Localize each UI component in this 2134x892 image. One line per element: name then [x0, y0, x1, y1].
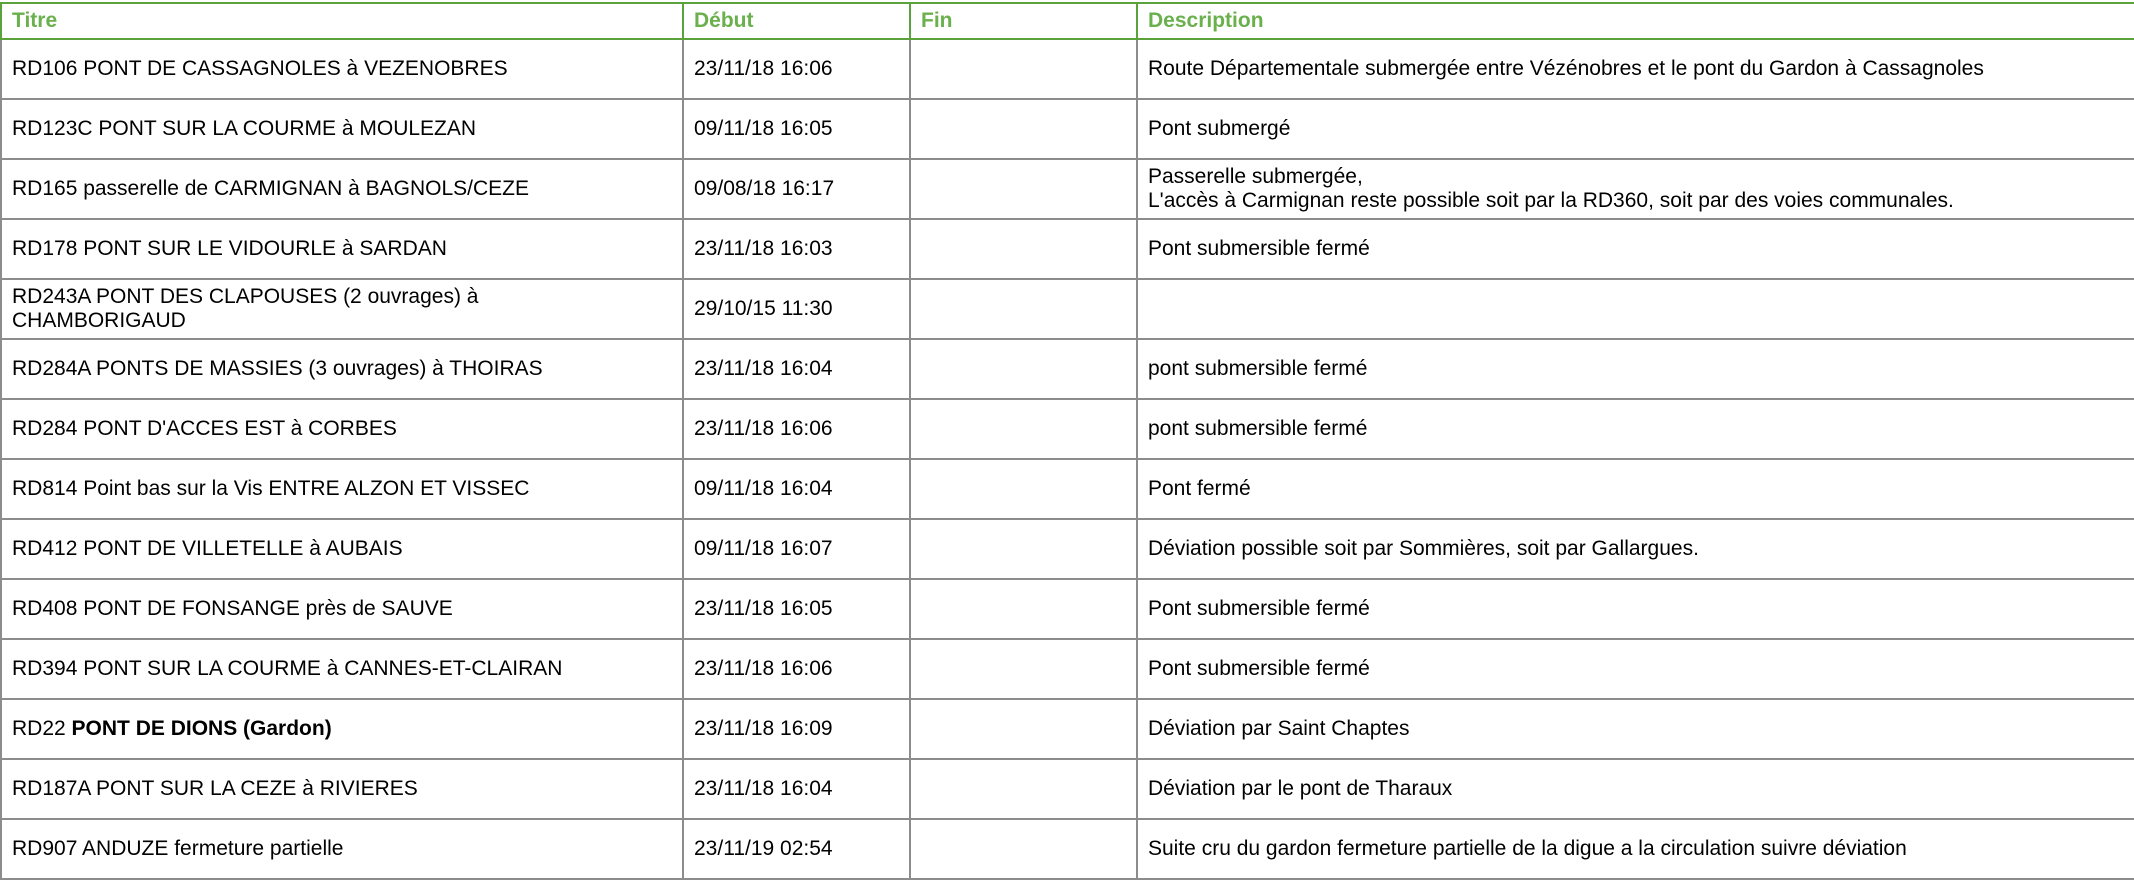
cell-fin: [910, 519, 1137, 579]
cell-titre-prefix: RD22: [12, 716, 72, 740]
cell-titre-bold: PONT DE DIONS (Gardon): [71, 716, 332, 740]
table-row: [1, 339, 2134, 399]
header-titre: Titre: [1, 3, 683, 39]
cell-titre: RD243A PONT DES CLAPOUSES (2 ouvrages) à CHAMBORIGAUD: [1, 279, 683, 339]
header-description: Description: [1137, 3, 2134, 39]
cell-fin: [910, 219, 1137, 279]
table-body: [1, 39, 2134, 879]
cell-titre: RD284A PONTS DE MASSIES (3 ouvrages) à THOIRAS: [1, 339, 683, 399]
cell-description: Déviation par le pont de Tharaux: [1137, 759, 2134, 819]
cell-description: [1137, 279, 2134, 339]
table-row: [1, 159, 2134, 219]
cell-description: Déviation par Saint Chaptes: [1137, 699, 2134, 759]
cell-titre: RD907 ANDUZE fermeture partielle: [1, 819, 683, 879]
cell-description: Pont submergé: [1137, 99, 2134, 159]
table-row: [1, 99, 2134, 159]
cell-debut: 23/11/18 16:04: [683, 759, 910, 819]
cell-description: pont submersible fermé: [1137, 399, 2134, 459]
cell-titre: RD408 PONT DE FONSANGE près de SAUVE: [1, 579, 683, 639]
cell-fin: [910, 699, 1137, 759]
cell-fin: [910, 759, 1137, 819]
table-row: [1, 759, 2134, 819]
cell-description: Pont fermé: [1137, 459, 2134, 519]
cell-titre: RD106 PONT DE CASSAGNOLES à VEZENOBRES: [1, 39, 683, 99]
cell-fin: [910, 579, 1137, 639]
cell-fin: [910, 639, 1137, 699]
table-row: [1, 219, 2134, 279]
cell-description: Suite cru du gardon fermeture partielle de la digue a la circulation suivre déviation: [1137, 819, 2134, 879]
cell-description: Route Départementale submergée entre Vézénobres et le pont du Gardon à Cassagnoles: [1137, 39, 2134, 99]
cell-debut: 23/11/18 16:05: [683, 579, 910, 639]
cell-debut: 23/11/18 16:09: [683, 699, 910, 759]
cell-fin: [910, 399, 1137, 459]
cell-description: Pont submersible fermé: [1137, 639, 2134, 699]
cell-titre: RD814 Point bas sur la Vis ENTRE ALZON ET VISSEC: [1, 459, 683, 519]
cell-debut: 29/10/15 11:30: [683, 279, 910, 339]
cell-description: pont submersible fermé: [1137, 339, 2134, 399]
table-row: [1, 279, 2134, 339]
table-row: [1, 39, 2134, 99]
cell-titre: RD123C PONT SUR LA COURME à MOULEZAN: [1, 99, 683, 159]
cell-description: Déviation possible soit par Sommières, soit par Gallargues.: [1137, 519, 2134, 579]
table-row: [1, 699, 2134, 759]
cell-debut: 23/11/18 16:06: [683, 639, 910, 699]
table-row: [1, 579, 2134, 639]
cell-fin: [910, 819, 1137, 879]
header-debut: Début: [683, 3, 910, 39]
cell-titre: RD178 PONT SUR LE VIDOURLE à SARDAN: [1, 219, 683, 279]
table-row: [1, 399, 2134, 459]
table-row: [1, 819, 2134, 879]
cell-debut: 09/08/18 16:17: [683, 159, 910, 219]
cell-description: Pont submersible fermé: [1137, 219, 2134, 279]
road-closures-table: [0, 2, 2134, 880]
cell-debut: 23/11/18 16:03: [683, 219, 910, 279]
cell-debut: 23/11/18 16:04: [683, 339, 910, 399]
cell-fin: [910, 39, 1137, 99]
cell-titre: RD165 passerelle de CARMIGNAN à BAGNOLS/CEZE: [1, 159, 683, 219]
cell-titre: RD284 PONT D'ACCES EST à CORBES: [1, 399, 683, 459]
cell-debut: 23/11/18 16:06: [683, 39, 910, 99]
cell-debut: 23/11/18 16:06: [683, 399, 910, 459]
cell-titre: RD412 PONT DE VILLETELLE à AUBAIS: [1, 519, 683, 579]
cell-debut: 09/11/18 16:07: [683, 519, 910, 579]
cell-debut: 09/11/18 16:05: [683, 99, 910, 159]
cell-description: Pont submersible fermé: [1137, 579, 2134, 639]
cell-fin: [910, 279, 1137, 339]
cell-description: Passerelle submergée, L'accès à Carmignan reste possible soit par la RD360, soit par des voies communales.: [1137, 159, 2134, 219]
table-row: [1, 519, 2134, 579]
cell-fin: [910, 339, 1137, 399]
cell-titre: [1, 699, 683, 759]
cell-titre: RD394 PONT SUR LA COURME à CANNES-ET-CLAIRAN: [1, 639, 683, 699]
header-fin: Fin: [910, 3, 1137, 39]
cell-debut: 23/11/19 02:54: [683, 819, 910, 879]
cell-fin: [910, 459, 1137, 519]
header-row: [1, 3, 2134, 39]
table-row: [1, 459, 2134, 519]
cell-fin: [910, 99, 1137, 159]
table-row: [1, 639, 2134, 699]
table-header: [1, 3, 2134, 39]
cell-fin: [910, 159, 1137, 219]
cell-titre: RD187A PONT SUR LA CEZE à RIVIERES: [1, 759, 683, 819]
cell-debut: 09/11/18 16:04: [683, 459, 910, 519]
